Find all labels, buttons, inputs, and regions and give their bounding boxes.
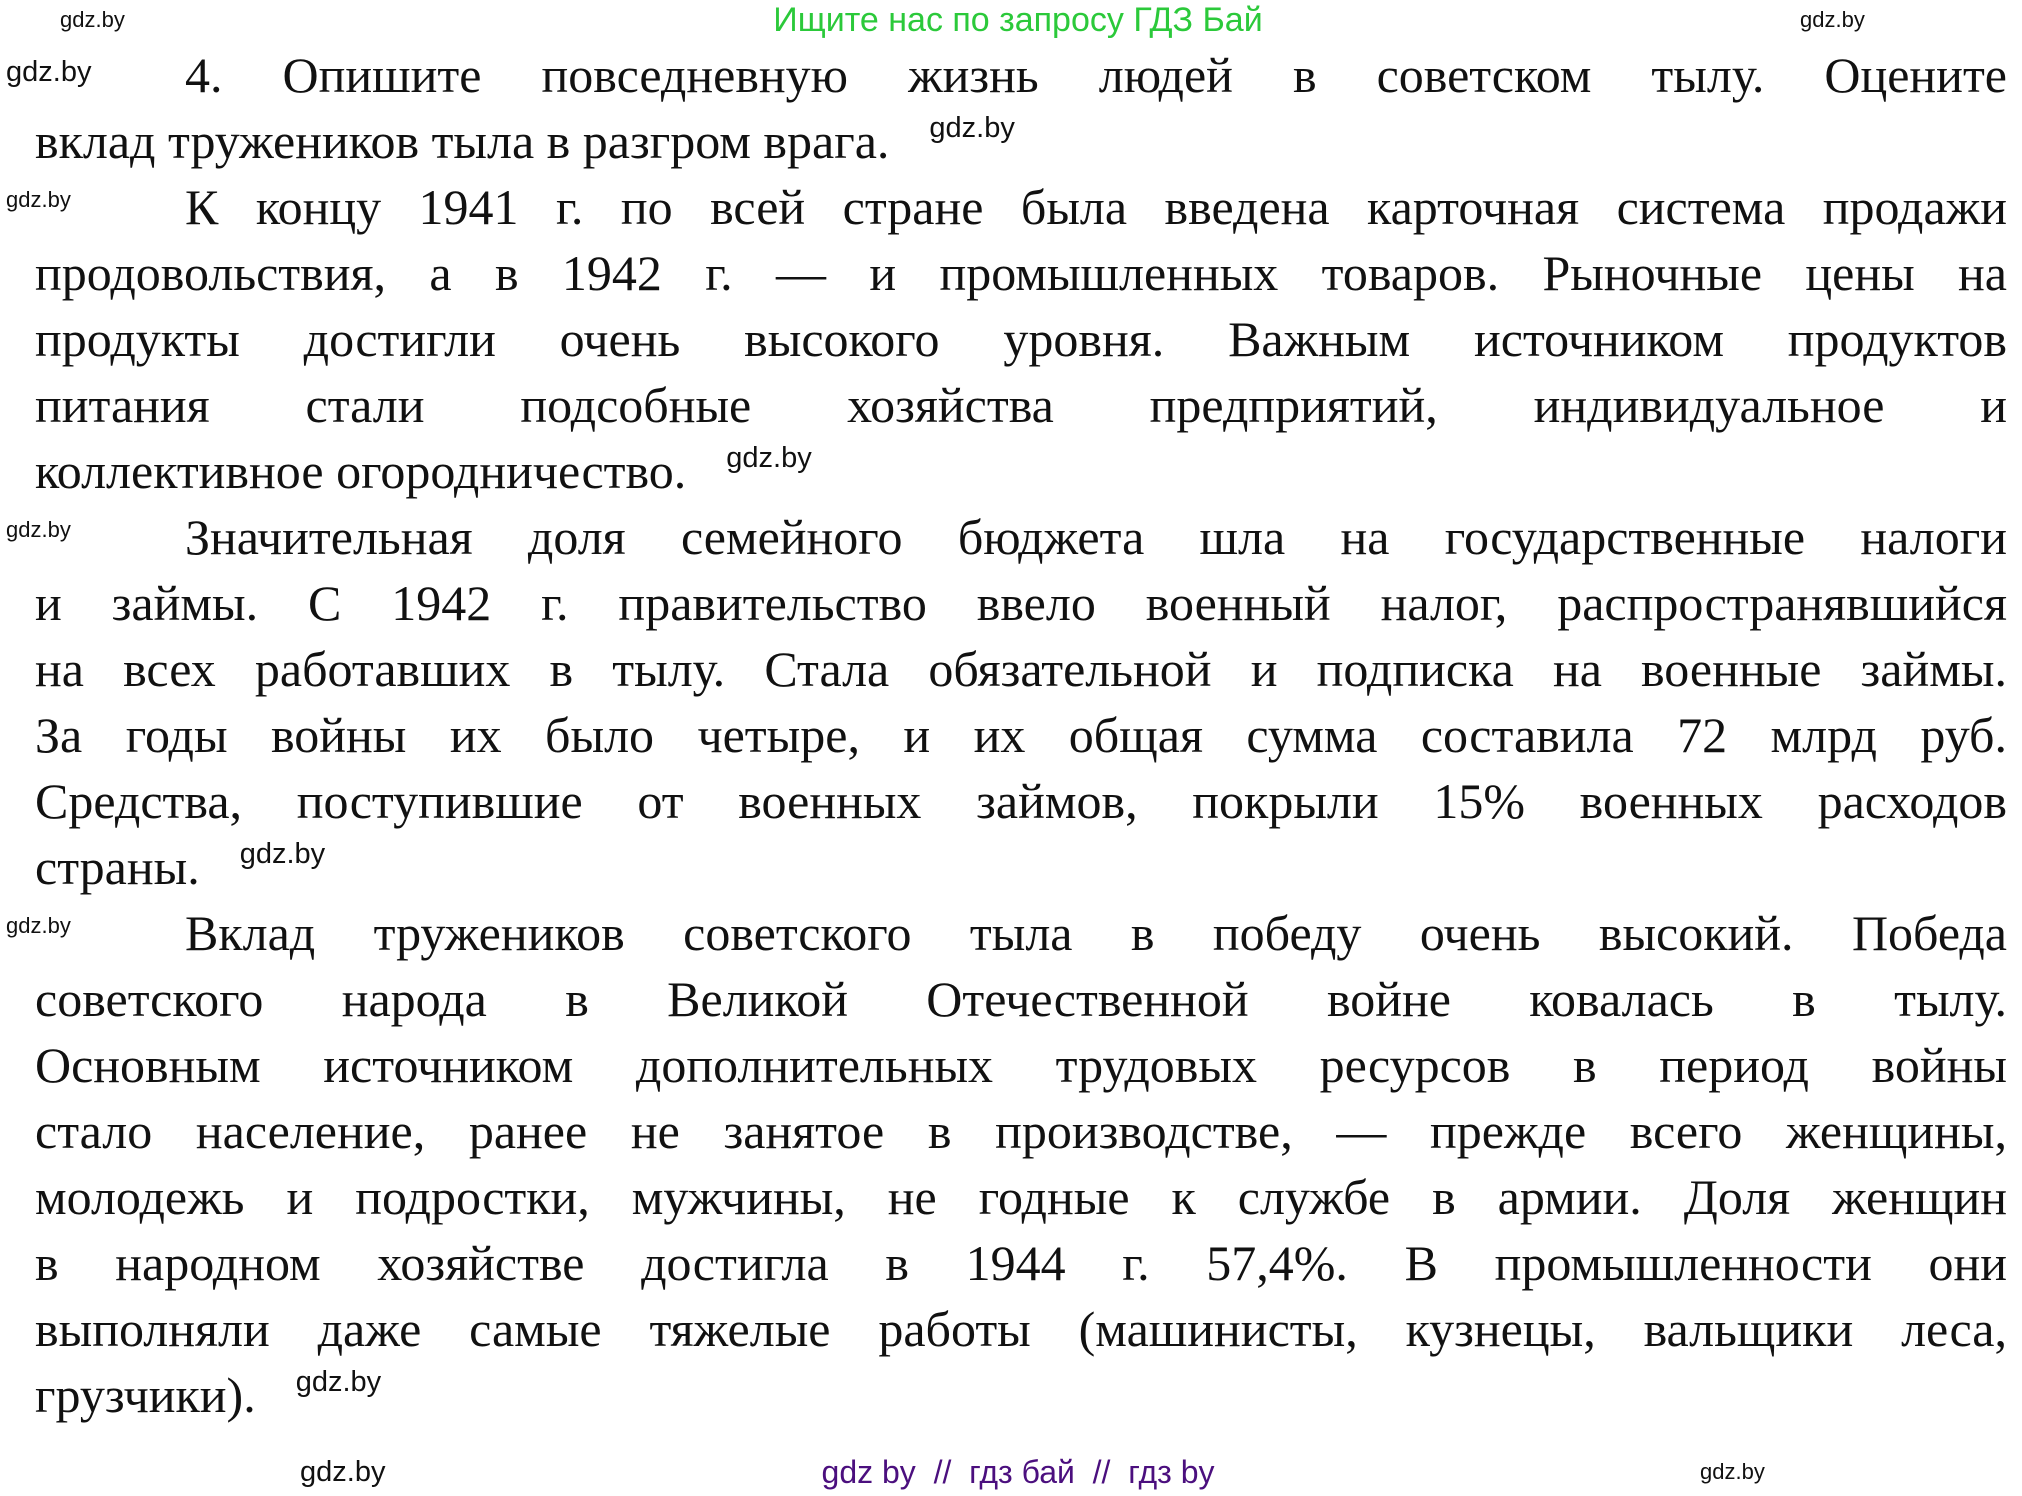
paragraph-indent	[6, 900, 185, 966]
text-line-content: советского народа в Великой Отечественной войне ковалась в тылу.	[35, 971, 2007, 1027]
text-line-content: 4. Опишите повседневную жизнь людей в советском тылу. Оцените	[185, 47, 2007, 103]
watermark: gdz.by	[6, 187, 71, 212]
text-line-content: Вклад тружеников советского тыла в победу очень высокий. Победа	[185, 905, 2007, 961]
text-line	[35, 570, 2007, 636]
watermark: gdz.by	[6, 913, 71, 938]
text-line	[35, 1164, 2007, 1230]
text-line	[6, 900, 2007, 966]
text-line	[35, 636, 2007, 702]
watermark: gdz.by	[300, 1456, 386, 1488]
text-line	[35, 702, 2007, 768]
text-line-content: продукты достигли очень высокого уровня. Важным источником продуктов	[35, 311, 2007, 367]
text-line	[35, 768, 2007, 834]
text-line-content: Средства, поступившие от военных займов, покрыли 15% военных расходов	[35, 773, 2007, 829]
text-line-content: выполняли даже самые тяжелые работы (машинисты, кузнецы, вальщики леса,	[35, 1301, 2007, 1357]
watermark: gdz.by	[239, 838, 326, 870]
text-line	[35, 1362, 2007, 1428]
text-line-content: на всех работавших в тылу. Стала обязательной и подписка на военные займы.	[35, 641, 2007, 697]
watermark: gdz.by	[6, 56, 92, 88]
text-line	[6, 174, 2007, 240]
search-banner: Ищите нас по запросу ГДЗ Бай	[773, 1, 1263, 39]
text-line-content: стало население, ранее не занятое в производстве, — прежде всего женщины,	[35, 1103, 2007, 1159]
text-line-content: и займы. С 1942 г. правительство ввело военный налог, распространявшийся	[35, 575, 2007, 631]
text-line	[35, 966, 2007, 1032]
text-line	[35, 438, 2007, 504]
watermark: gdz.by	[726, 442, 812, 474]
watermark: gdz.by	[6, 517, 71, 542]
text-line-content: молодежь и подростки, мужчины, не годные к службе в армии. Доля женщин	[35, 1169, 2007, 1225]
text-line	[35, 1032, 2007, 1098]
answer-text	[6, 42, 2007, 1428]
text-line-content: За годы войны их было четыре, и их общая сумма составила 72 млрд руб.	[35, 707, 2007, 763]
paragraph-indent	[6, 42, 185, 108]
text-line-content: К концу 1941 г. по всей стране была введена карточная система продажи	[185, 179, 2007, 235]
text-line	[35, 1230, 2007, 1296]
text-line	[35, 372, 2007, 438]
footer-links: gdz by // гдз бай // гдз by	[821, 1454, 1215, 1490]
text-line	[35, 834, 2007, 900]
paragraph-indent	[6, 174, 185, 240]
text-line-content: Значительная доля семейного бюджета шла на государственные налоги	[185, 509, 2007, 565]
paragraph-indent	[6, 504, 185, 570]
watermark: gdz.by	[929, 112, 1015, 144]
watermark: gdz.by	[1800, 7, 1865, 32]
text-line-content: в народном хозяйстве достигла в 1944 г. 57,4%. В промышленности они	[35, 1235, 2007, 1291]
text-line-content: вклад тружеников тыла в разгром врага.	[35, 113, 890, 169]
text-line-content: питания стали подсобные хозяйства предприятий, индивидуальное и	[35, 377, 2007, 433]
watermark: gdz.by	[1700, 1459, 1765, 1484]
watermark: gdz.by	[60, 7, 125, 32]
text-line	[6, 42, 2007, 108]
text-line-content: коллективное огородничество.	[35, 443, 687, 499]
text-line	[6, 504, 2007, 570]
text-line	[35, 1296, 2007, 1362]
text-line	[35, 108, 2007, 174]
text-line-content: Основным источником дополнительных трудовых ресурсов в период войны	[35, 1037, 2007, 1093]
text-line-content: продовольствия, а в 1942 г. — и промышленных товаров. Рыночные цены на	[35, 245, 2007, 301]
text-line	[35, 1098, 2007, 1164]
text-line	[35, 240, 2007, 306]
text-line	[35, 306, 2007, 372]
text-line-content: страны.	[35, 839, 200, 895]
text-line-content: грузчики).	[35, 1367, 256, 1423]
watermark: gdz.by	[295, 1366, 382, 1398]
